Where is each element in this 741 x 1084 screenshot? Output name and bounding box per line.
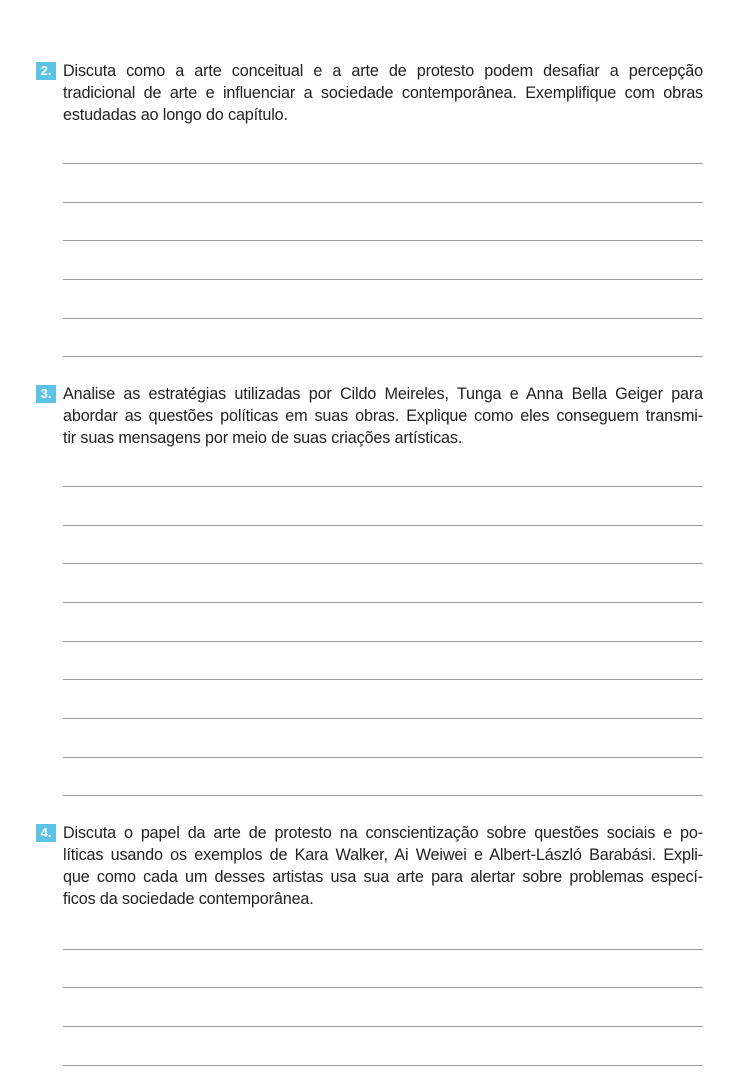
question-prompt — [63, 383, 703, 449]
answer-line[interactable] — [63, 486, 703, 487]
question-4 — [36, 822, 703, 910]
question-number-badge: 3. — [36, 385, 56, 403]
answer-line[interactable] — [63, 987, 703, 988]
answer-line[interactable] — [63, 949, 703, 950]
answer-line[interactable] — [63, 356, 703, 357]
prompt-line: Analise as estratégias utilizadas por Cildo Meireles, Tunga e Anna Bella Geiger para — [63, 385, 703, 403]
prompt-line: tir suas mensagens por meio de suas criações artísticas. — [63, 429, 463, 447]
answer-line[interactable] — [63, 641, 703, 642]
answer-line[interactable] — [63, 563, 703, 564]
answer-line[interactable] — [63, 1065, 703, 1066]
answer-line[interactable] — [63, 795, 703, 796]
prompt-line: tradicional de arte e influenciar a sociedade contemporânea. Exemplifique com obras — [63, 84, 703, 102]
prompt-line: Discuta como a arte conceitual e a arte de protesto podem desafiar a percepção — [63, 62, 703, 80]
answer-line[interactable] — [63, 163, 703, 164]
question-number-badge: 4. — [36, 824, 56, 842]
prompt-line: abordar as questões políticas em suas obras. Explique como eles conseguem transmi- — [63, 407, 703, 425]
answer-line[interactable] — [63, 602, 703, 603]
question-prompt — [63, 822, 703, 910]
question-number-badge: 2. — [36, 62, 56, 80]
answer-line[interactable] — [63, 525, 703, 526]
answer-line[interactable] — [63, 757, 703, 758]
answer-line[interactable] — [63, 679, 703, 680]
prompt-line: ficos da sociedade contemporânea. — [63, 890, 314, 908]
answer-line[interactable] — [63, 240, 703, 241]
answer-line[interactable] — [63, 1026, 703, 1027]
answer-line[interactable] — [63, 279, 703, 280]
prompt-line: estudadas ao longo do capítulo. — [63, 106, 288, 124]
question-3 — [36, 383, 703, 449]
answer-line[interactable] — [63, 718, 703, 719]
question-prompt — [63, 60, 703, 126]
question-2 — [36, 60, 703, 126]
prompt-line: Discuta o papel da arte de protesto na conscientização sobre questões sociais e po- — [63, 824, 703, 842]
prompt-line: líticas usando os exemplos de Kara Walker, Ai Weiwei e Albert-László Barabási. Expli- — [63, 846, 703, 864]
answer-line[interactable] — [63, 318, 703, 319]
answer-line[interactable] — [63, 202, 703, 203]
prompt-line: que como cada um desses artistas usa sua arte para alertar sobre problemas especí- — [63, 868, 703, 886]
